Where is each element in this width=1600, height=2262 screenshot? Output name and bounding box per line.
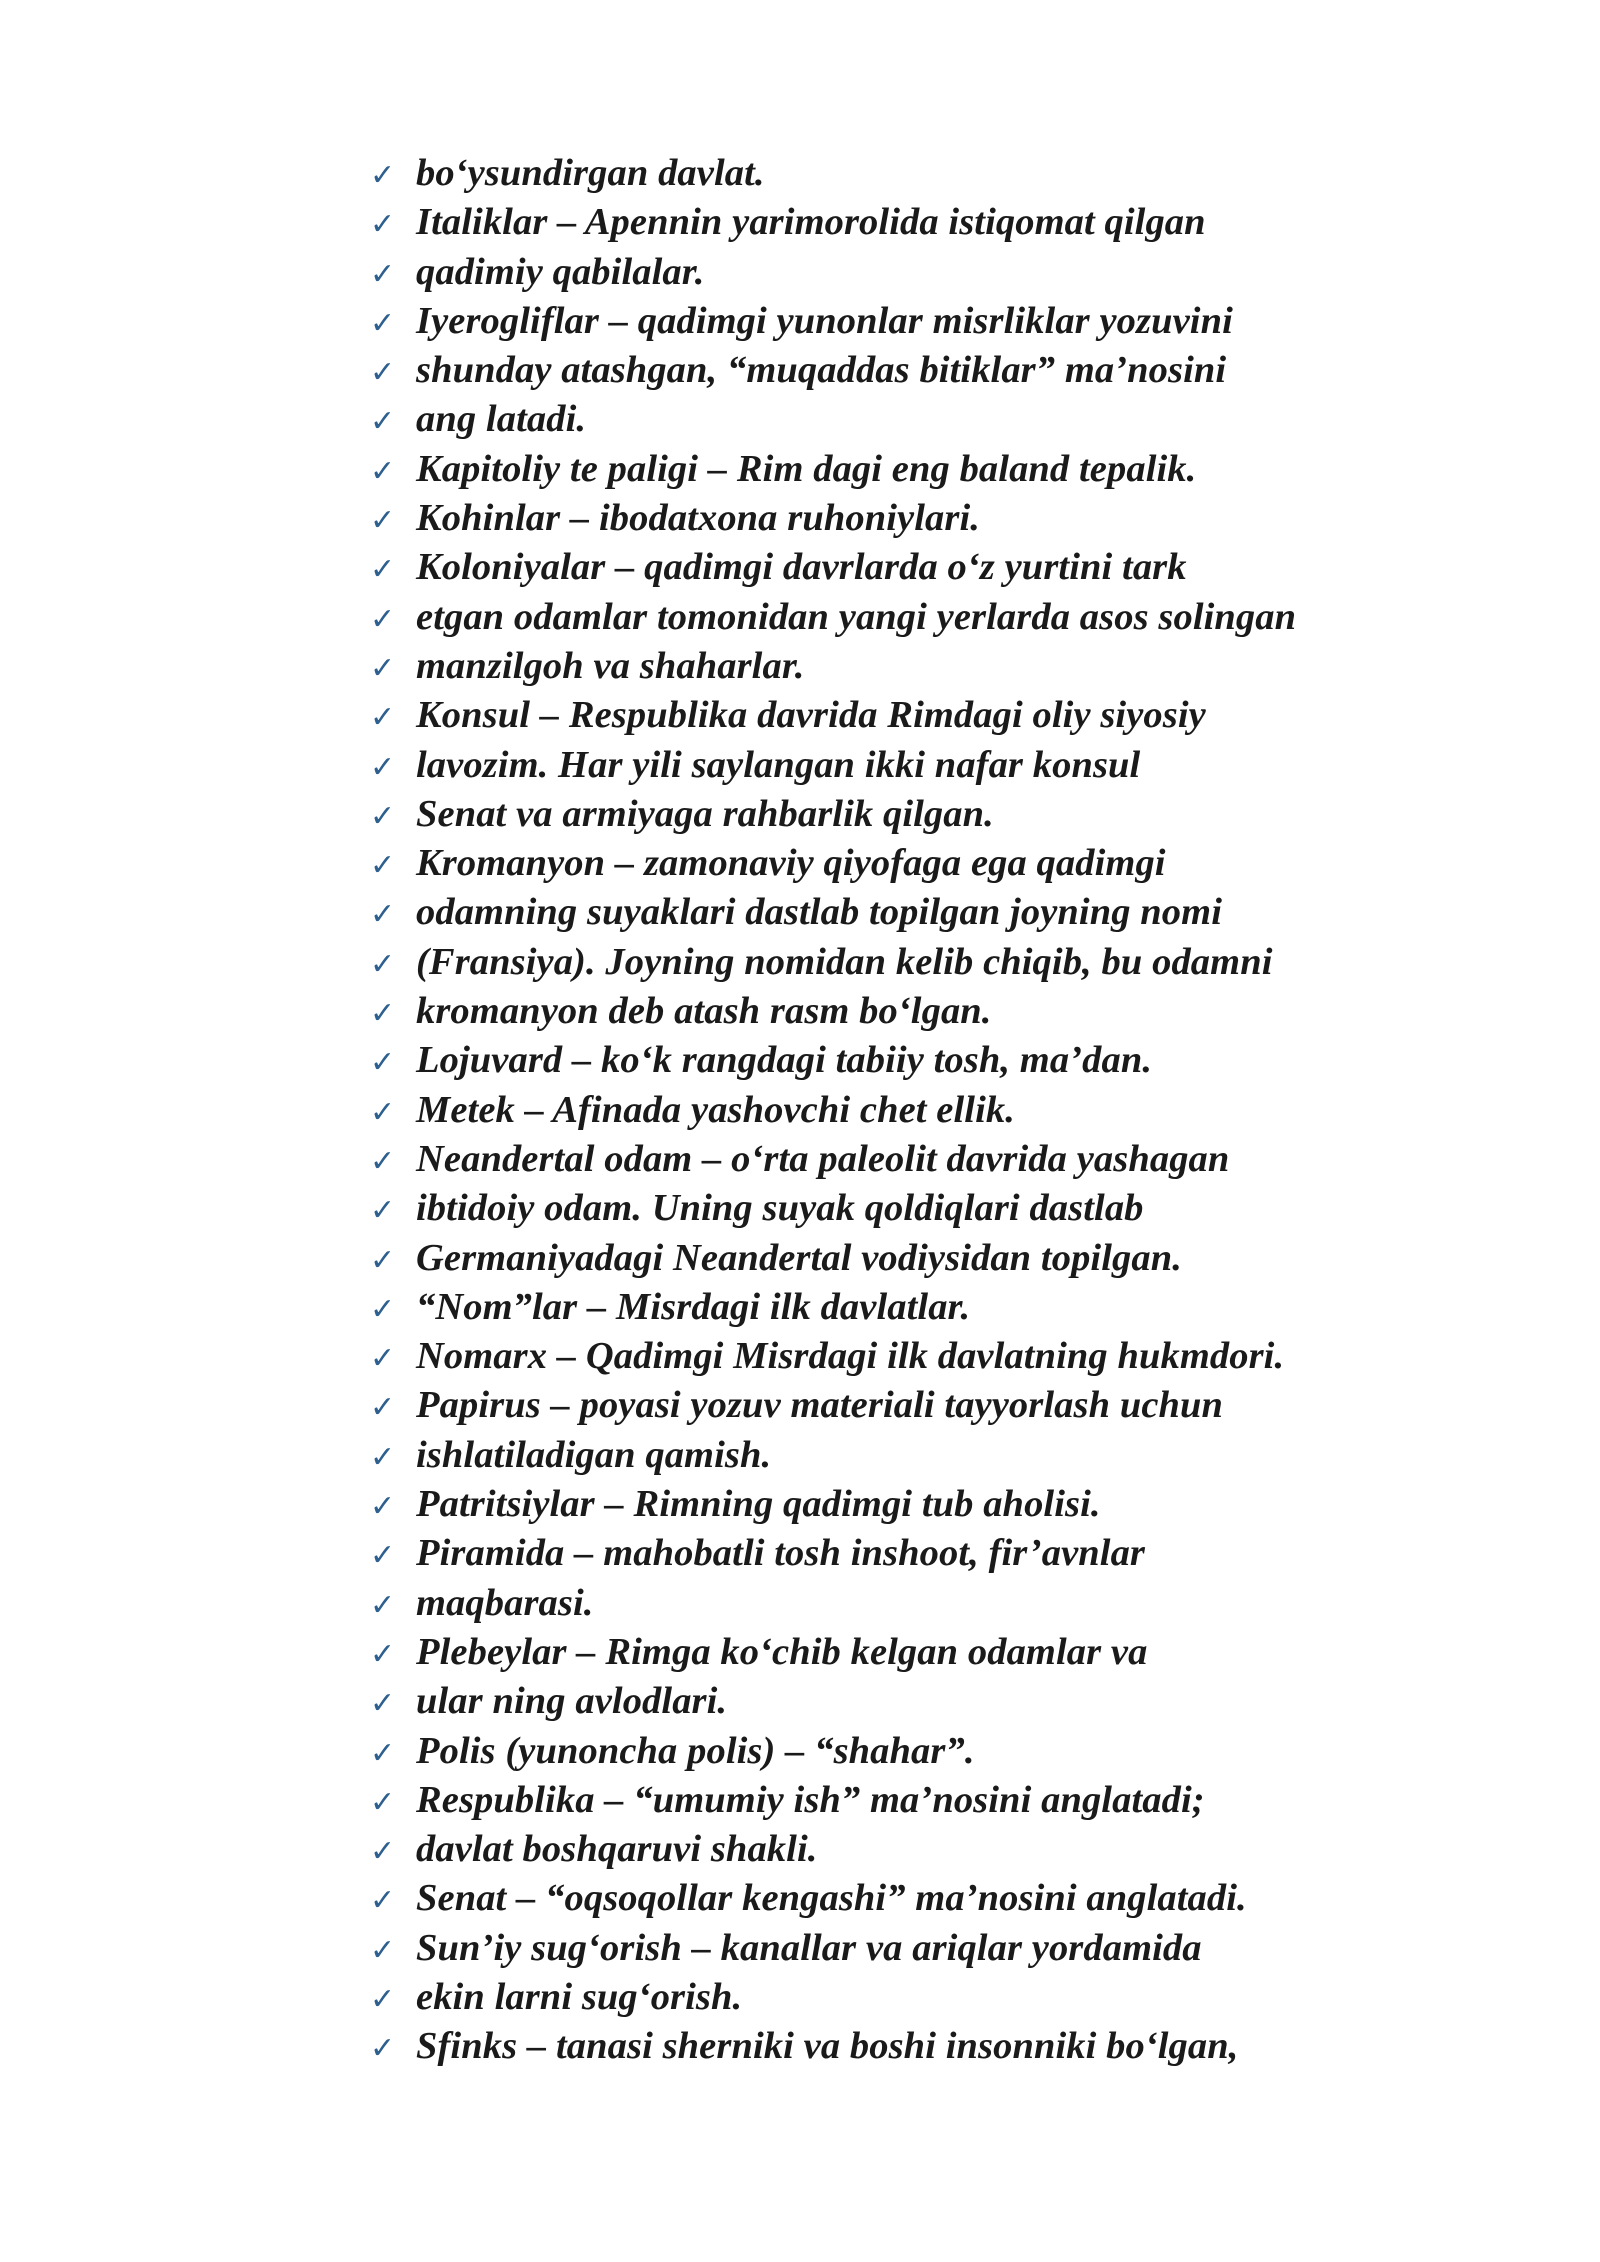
check-mark-icon: ✓: [370, 158, 396, 193]
list-item: [370, 1778, 1296, 1827]
list-item: [370, 200, 1296, 249]
list-item-text: bo‘ysundirgan davlat.: [416, 152, 765, 194]
list-item-text: Kohinlar – ibodatxona ruhoniylari.: [416, 497, 980, 540]
check-mark-icon: ✓: [370, 1390, 396, 1426]
list-item-text: Piramida – mahobatli tosh inshoot, fir’avnlar: [416, 1532, 1146, 1575]
list-item-text: (Fransiya). Joyning nomidan kelib chiqib, bu odamni: [416, 940, 1273, 983]
list-item-text: Sun’iy sug‘orish – kanallar va ariqlar yordamida: [416, 1926, 1202, 1969]
list-item-text: ishlatiladigan qamish.: [416, 1433, 772, 1476]
list-item: [370, 1088, 1296, 1137]
glossary-list: [370, 151, 1296, 2074]
list-item-text: Polis (yunoncha polis) – “shahar”.: [416, 1729, 975, 1772]
list-item-text: Neandertal odam – o‘rta paleolit davrida yashagan: [416, 1137, 1230, 1180]
list-item-text: Respublika – “umumiy ish” ma’nosini anglatadi;: [416, 1778, 1205, 1821]
list-item: [370, 1285, 1296, 1334]
list-item-text: Papirus – poyasi yozuv materiali tayyorlash uchun: [416, 1384, 1224, 1427]
check-mark-icon: ✓: [370, 1981, 396, 2017]
check-mark-icon: ✓: [370, 1883, 396, 1919]
list-item-text: ekin larni sug‘orish.: [416, 1975, 743, 2018]
check-mark-icon: ✓: [370, 1291, 396, 1327]
list-item: [370, 1137, 1296, 1186]
list-item: [370, 644, 1296, 693]
list-item: [370, 447, 1296, 496]
check-mark-icon: ✓: [370, 996, 396, 1032]
list-item-text: shunday atashgan, “muqaddas bitiklar” ma’nosini: [416, 349, 1227, 392]
list-item-text: Konsul – Respublika davrida Rimdagi oliy siyosiy: [416, 694, 1206, 737]
list-item-text: Iyerogliflar – qadimgi yunonlar misrliklar yozuvini: [416, 299, 1233, 342]
check-mark-icon: ✓: [370, 207, 396, 243]
check-mark-icon: ✓: [370, 1143, 396, 1179]
list-item-text: Sfinks – tanasi sherniki va boshi insonniki bo‘lgan,: [416, 2025, 1239, 2068]
list-item-text: Lojuvard – ko‘k rangdagi tabiiy tosh, ma’dan.: [416, 1039, 1153, 1082]
check-mark-icon: ✓: [370, 305, 396, 341]
list-item: [370, 1926, 1296, 1975]
list-item-text: Patritsiylar – Rimning qadimgi tub aholisi.: [416, 1483, 1101, 1526]
list-item: [370, 1433, 1296, 1482]
list-item: [370, 397, 1296, 446]
list-item: [370, 595, 1296, 644]
check-mark-icon: ✓: [370, 700, 396, 736]
check-mark-icon: ✓: [370, 848, 396, 884]
check-mark-icon: ✓: [370, 1932, 396, 1968]
check-mark-icon: ✓: [370, 1489, 396, 1525]
list-item-text: Nomarx – Qadimgi Misrdagi ilk davlatning hukmdori.: [416, 1335, 1285, 1378]
check-mark-icon: ✓: [370, 1834, 396, 1870]
list-item: [370, 2024, 1296, 2073]
check-mark-icon: ✓: [370, 1784, 396, 1820]
list-item: [370, 1482, 1296, 1531]
check-mark-icon: ✓: [370, 650, 396, 686]
list-item: [370, 250, 1296, 299]
list-item: [370, 792, 1296, 841]
list-item: [370, 693, 1296, 742]
check-mark-icon: ✓: [370, 503, 396, 539]
list-item-text: kromanyon deb atash rasm bo‘lgan.: [416, 990, 992, 1033]
list-item: [370, 1679, 1296, 1728]
list-item-text: ibtidoiy odam. Uning suyak qoldiqlari dastlab: [416, 1187, 1144, 1230]
list-item: [370, 1531, 1296, 1580]
check-mark-icon: ✓: [370, 256, 396, 292]
list-item-text: Kromanyon – zamonaviy qiyofaga ega qadimgi: [416, 842, 1166, 885]
list-item-text: Italiklar – Apennin yarimorolida istiqomat qilgan: [416, 201, 1206, 244]
check-mark-icon: ✓: [370, 453, 396, 489]
list-item-text: ular ning avlodlari.: [416, 1680, 728, 1723]
list-item-text: maqbarasi.: [416, 1581, 594, 1624]
list-item-text: etgan odamlar tomonidan yangi yerlarda asos solingan: [416, 595, 1297, 638]
list-item-text: “Nom”lar – Misrdagi ilk davlatlar.: [416, 1285, 971, 1328]
check-mark-icon: ✓: [370, 355, 396, 391]
check-mark-icon: ✓: [370, 404, 396, 440]
list-item-text: Senat va armiyaga rahbarlik qilgan.: [416, 792, 994, 835]
list-item: [370, 1383, 1296, 1432]
check-mark-icon: ✓: [370, 1341, 396, 1377]
check-mark-icon: ✓: [370, 552, 396, 588]
check-mark-icon: ✓: [370, 1094, 396, 1130]
list-item: [370, 841, 1296, 890]
check-mark-icon: ✓: [370, 749, 396, 785]
list-item: [370, 1729, 1296, 1778]
list-item: [370, 743, 1296, 792]
list-item-text: Metek – Afinada yashovchi chet ellik.: [416, 1088, 1015, 1131]
check-mark-icon: ✓: [370, 1735, 396, 1771]
check-mark-icon: ✓: [370, 1193, 396, 1229]
list-item-text: Senat – “oqsoqollar kengashi” ma’nosini anglatadi.: [416, 1877, 1247, 1920]
list-item-text: Plebeylar – Rimga ko‘chib kelgan odamlar va: [416, 1630, 1148, 1673]
list-item: [370, 1236, 1296, 1285]
check-mark-icon: ✓: [370, 1636, 396, 1672]
list-item-text: manzilgoh va shaharlar.: [416, 644, 805, 687]
list-item: [370, 940, 1296, 989]
list-item: [370, 151, 1296, 200]
list-item-text: davlat boshqaruvi shakli.: [416, 1828, 818, 1871]
check-mark-icon: ✓: [370, 1242, 396, 1278]
list-item: [370, 348, 1296, 397]
list-item: [370, 890, 1296, 939]
list-item: [370, 989, 1296, 1038]
list-item: [370, 1876, 1296, 1925]
list-item-text: ang latadi.: [416, 398, 587, 441]
list-item: [370, 1630, 1296, 1679]
list-item-text: odamning suyaklari dastlab topilgan joyning nomi: [416, 891, 1222, 934]
list-item: [370, 1186, 1296, 1235]
check-mark-icon: ✓: [370, 2031, 396, 2067]
list-item: [370, 1975, 1296, 2024]
list-item-text: Kapitoliy te paligi – Rim dagi eng baland tepalik.: [416, 447, 1197, 490]
list-item-text: Koloniyalar – qadimgi davrlarda o‘z yurtini tark: [416, 546, 1187, 589]
list-item: [370, 1334, 1296, 1383]
check-mark-icon: ✓: [370, 1439, 396, 1475]
check-mark-icon: ✓: [370, 1538, 396, 1574]
check-mark-icon: ✓: [370, 798, 396, 834]
list-item: [370, 1581, 1296, 1630]
check-mark-icon: ✓: [370, 1045, 396, 1081]
list-item-text: qadimiy qabilalar.: [416, 250, 705, 293]
list-item: [370, 496, 1296, 545]
list-item: [370, 299, 1296, 348]
check-mark-icon: ✓: [370, 601, 396, 637]
check-mark-icon: ✓: [370, 946, 396, 982]
list-item: [370, 545, 1296, 594]
check-mark-icon: ✓: [370, 1686, 396, 1722]
list-item-text: lavozim. Har yili saylangan ikki nafar konsul: [416, 743, 1141, 786]
check-mark-icon: ✓: [370, 897, 396, 933]
list-item: [370, 1038, 1296, 1087]
list-item-text: Germaniyadagi Neandertal vodiysidan topilgan.: [416, 1236, 1182, 1279]
check-mark-icon: ✓: [370, 1587, 396, 1623]
list-item: [370, 1827, 1296, 1876]
